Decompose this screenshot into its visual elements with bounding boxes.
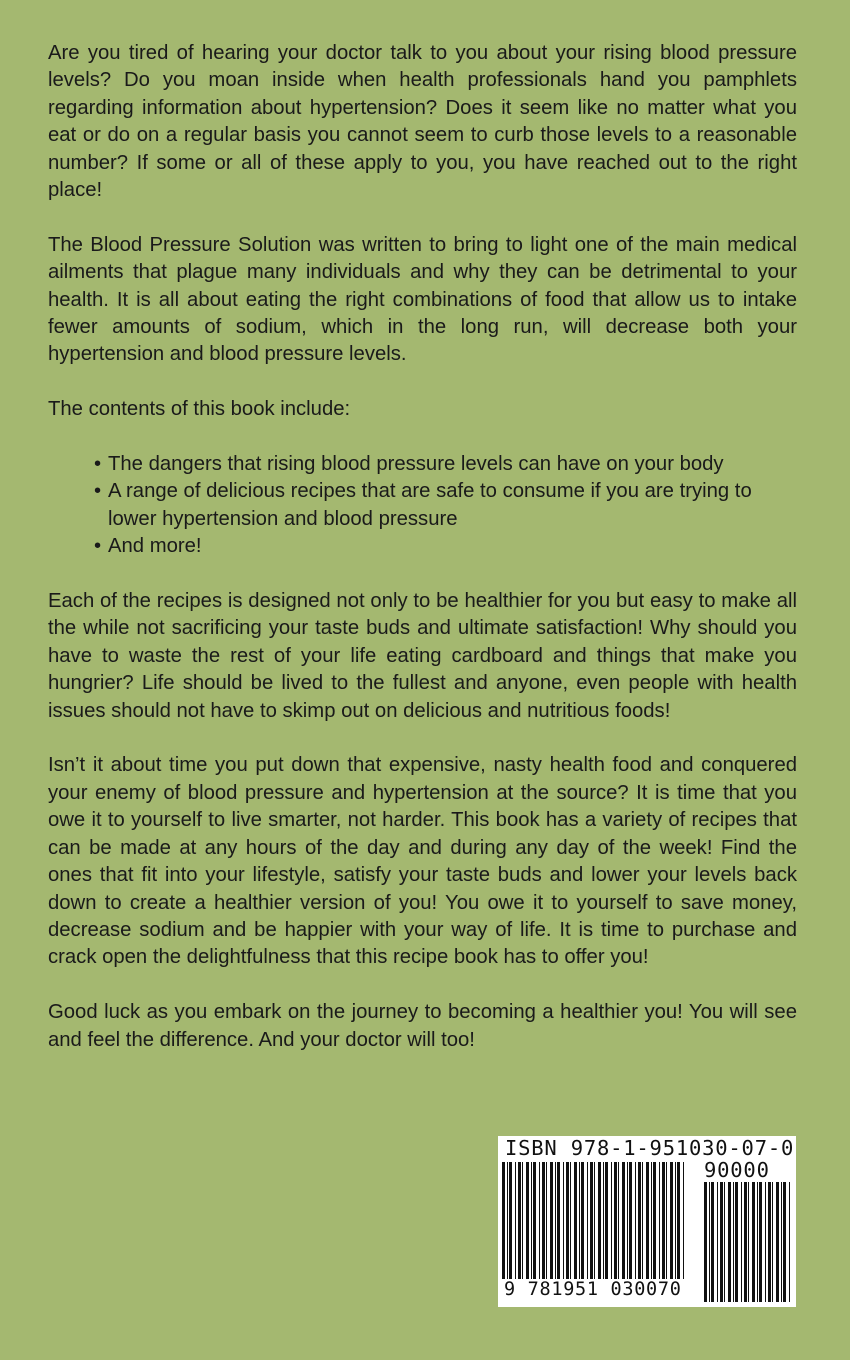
barcode-bar [659,1162,660,1282]
paragraph-closing: Good luck as you embark on the journey to becoming a healthier you! You will see and feel the difference. And your doctor will too! [48,1001,797,1051]
barcode-bar [728,1182,731,1302]
barcode-bar [638,1162,641,1282]
barcode-bar [598,1162,601,1282]
bullet-icon: • [94,535,102,558]
barcode-bar [720,1182,723,1302]
barcode-bar [768,1182,771,1302]
barcode-bar [611,1162,612,1282]
barcode-bar [733,1182,734,1302]
barcode-bar [531,1162,532,1282]
barcode-bar [651,1162,652,1282]
barcode-bar [594,1162,595,1282]
barcode-bar [518,1162,521,1282]
barcode-bar [502,1162,505,1282]
barcode-bar [765,1182,766,1302]
barcode-bar [717,1182,718,1302]
list-item: • The dangers that rising blood pressure levels can have on your body [94,451,797,478]
barcode-bar [776,1182,779,1302]
barcode-bar [542,1162,545,1282]
contents-list [48,451,797,561]
barcode-bar [772,1182,773,1302]
barcode-bar [642,1162,643,1282]
paragraph-recipes: Each of the recipes is designed not only to be healthier for you but easy to make all the while not sacrificing your taste buds and ultimate satisfaction! Why should you have to waste the rest of your life eating cardboard and things that make you hungrier? Life should be lived to the fullest and anyone, even people with health issues should not have to skimp out on delicious and nutritious foods! [48,590,797,722]
barcode-bar [704,1182,707,1302]
barcode-bar [752,1182,755,1302]
bullet-icon: • [94,453,102,476]
barcode-bar [741,1182,742,1302]
barcode-bar [789,1182,790,1302]
back-cover-text [48,40,797,1054]
barcode-bar [748,1182,749,1302]
barcode-bar [563,1162,564,1282]
barcode-bar [781,1182,782,1302]
barcode-bar [735,1182,738,1302]
barcode-bar [555,1162,556,1282]
list-item: • A range of delicious recipes that are safe to consume if you are trying to lower hypertension and blood pressure [94,480,752,530]
barcode-bar [574,1162,577,1282]
barcode-bar [677,1162,680,1282]
barcode-bar [507,1162,508,1282]
barcode-bar [711,1182,714,1302]
barcode-bar [622,1162,625,1282]
barcode-bar [550,1162,553,1282]
price-code: 90000 [704,1158,770,1182]
barcode-bar [557,1162,560,1282]
barcode-bar [757,1182,758,1302]
barcode-bar [666,1162,667,1282]
paragraph-about: The Blood Pressure Solution was written to bring to light one of the main medical ailments that plague many individuals and why they can be detrimental to your health. It is all about eating the right combinations of food that allow us to intake fewer amounts of sodium, which in the long run, will decrease both your hypertension and blood pressure levels. [48,233,797,366]
barcode-bar [614,1162,617,1282]
list-item: • And more! [94,533,797,560]
barcode-bar [683,1162,684,1282]
isbn-number: ISBN 978-1-951030-07-0 [505,1136,795,1160]
isbn-barcode [498,1136,796,1307]
barcode-bar [581,1162,584,1282]
barcode-bar [605,1162,608,1282]
barcode-bar [670,1162,673,1282]
barcode-bar [546,1162,547,1282]
paragraph-call-to-action: Isn’t it about time you put down that expensive, nasty health food and conquered your enemy of blood pressure and hypertension at the source? It is time that you owe it to yourself to live smarter, not harder. This book has a variety of recipes that can be made at any hours of the day and during any day of the week! Find the ones that fit into your lifestyle, satisfy your taste buds and lower your levels back down to create a healthier version of you! You owe it to yourself to save money, decrease sodium and be happier with your way of life. It is time to purchase and crack open the delightfulness that this recipe book has to offer you! [48,754,797,969]
barcode-bar [759,1182,762,1302]
barcode-bar [579,1162,580,1282]
barcode-bar [570,1162,571,1282]
barcode-bar [522,1162,523,1282]
bullet-icon: • [94,480,102,503]
barcode-bar [675,1162,676,1282]
barcode-bar [653,1162,656,1282]
barcode-bar [635,1162,636,1282]
barcode-bar [590,1162,593,1282]
barcode-bar [566,1162,569,1282]
barcode-bar [662,1162,665,1282]
barcode-bar [646,1162,649,1282]
barcode-bar [533,1162,536,1282]
barcode-bar [627,1162,628,1282]
barcode-bar [783,1182,786,1302]
barcode-bar [603,1162,604,1282]
barcode-bar [509,1162,512,1282]
barcode-bar [709,1182,710,1302]
barcode-bar [618,1162,619,1282]
paragraph-intro: Are you tired of hearing your doctor talk to you about your rising blood pressure levels? Do you moan inside when health professionals hand you pamphlets regarding information about hypertension? Does it seem like no matter what you eat or do on a regular basis you cannot seem to curb those levels to a reasonable number? If some or all of these apply to you, you have reached out to the right place! [48,42,797,202]
ean-digits: 9 781951 030070 [504,1279,682,1300]
barcode-bar [515,1162,516,1282]
barcode-bar [744,1182,747,1302]
barcode-bar [526,1162,529,1282]
barcode-bar [587,1162,588,1282]
paragraph-contents-heading: The contents of this book include: [48,398,351,421]
barcode-bar [629,1162,632,1282]
barcode-bar [539,1162,540,1282]
barcode-bar [724,1182,725,1302]
